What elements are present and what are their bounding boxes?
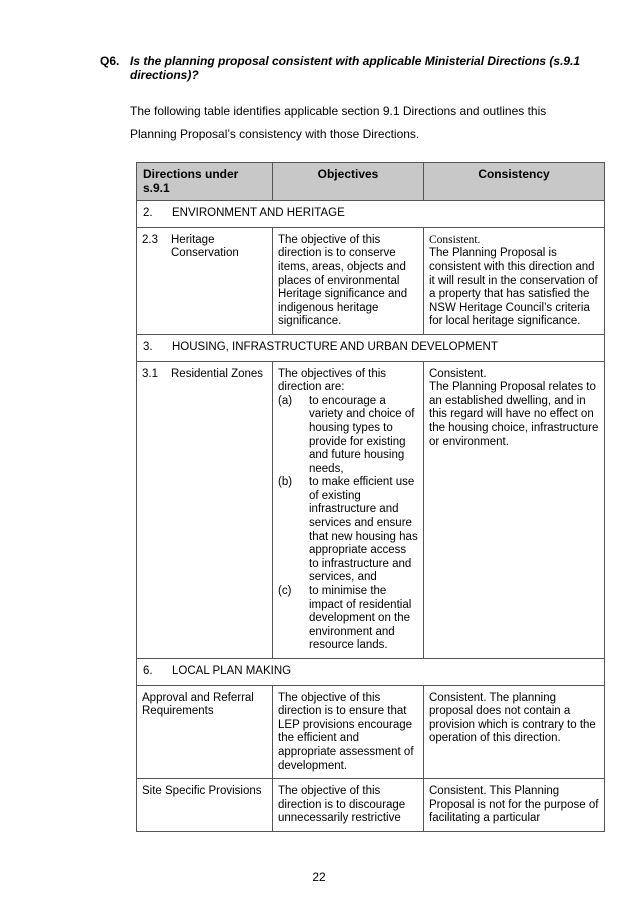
section-row-local-plan	[137, 659, 605, 686]
table-header-row	[137, 163, 605, 201]
consistency-text: The Planning Proposal is consistent with this direction and it will result in the conservation of a property that has satisfied the NSW Heritage Council’s criteria for local heritage significance.	[429, 247, 598, 328]
list-marker: (c)	[278, 585, 292, 598]
list-text: to encourage a variety and choice of housing types to provide for existing and future housing needs,	[309, 394, 415, 475]
section-title: LOCAL PLAN MAKING	[172, 665, 292, 677]
list-item	[278, 476, 418, 585]
intro-line-2: Planning Proposal’s consistency with those Directions.	[130, 127, 420, 141]
consistency-heading: Consistent.	[429, 367, 487, 380]
section-row-environment	[137, 201, 605, 228]
section-row-housing	[137, 334, 605, 361]
table-row-approval	[137, 685, 605, 779]
section-title: HOUSING, INFRASTRUCTURE AND URBAN DEVELOPMENT	[172, 340, 498, 353]
section-number: 2.	[143, 207, 153, 220]
header-directions: Directions under s.9.1	[137, 163, 273, 201]
direction-code: 2.3	[142, 233, 158, 246]
direction-label: Heritage Conservation	[171, 233, 239, 260]
intro-paragraph	[130, 100, 570, 146]
table-row-residential	[137, 361, 605, 658]
page-number: 22	[312, 870, 326, 884]
direction-code: 3.1	[142, 367, 158, 380]
header-objectives: Objectives	[273, 163, 424, 201]
list-marker: (a)	[278, 394, 293, 407]
list-text: to minimise the impact of residential development on the environment and resource lands.	[309, 585, 412, 652]
direction-cell	[137, 227, 273, 334]
intro-line-1: The following table identifies applicable section 9.1 Directions and outlines this	[130, 104, 547, 118]
list-marker: (b)	[278, 476, 293, 489]
objective-cell: The objective of this direction is to conserve items, areas, objects and places of environmental Heritage significance and indigenous heritage significance.	[273, 227, 424, 334]
consistency-text: The Planning Proposal relates to an established dwelling, and in this regard will have no effect on the housing choice, infrastructure or environment.	[429, 381, 599, 448]
direction-label: Approval and Referral Requirements	[137, 685, 273, 779]
question-number: Q6.	[100, 54, 120, 68]
consistency-cell: Consistent. The planning proposal does not contain a provision which is contrary to the operation of this direction.	[424, 685, 605, 779]
list-text: to make efficient use of existing infrastructure and services and ensure that new housing has appropriate access to infrastructure and services, and	[309, 476, 418, 584]
objective-cell: The objective of this direction is to discourage unnecessarily restrictive	[273, 779, 424, 832]
table-row-site-specific	[137, 779, 605, 832]
section-number: 3.	[143, 340, 153, 353]
consistency-cell	[424, 361, 605, 658]
objective-cell	[273, 361, 424, 658]
list-item	[278, 585, 418, 653]
consistency-cell	[424, 227, 605, 334]
objective-cell: The objective of this direction is to ensure that LEP provisions encourage the efficient and appropriate assessment of development.	[273, 685, 424, 779]
section-title: ENVIRONMENT AND HERITAGE	[172, 207, 345, 220]
table-row-heritage	[137, 227, 605, 334]
section-number: 6.	[143, 665, 153, 677]
direction-cell	[137, 361, 273, 658]
consistency-heading: Consistent.	[429, 233, 481, 246]
header-consistency: Consistency	[424, 163, 605, 201]
direction-label: Site Specific Provisions	[137, 779, 273, 832]
list-item	[278, 395, 418, 477]
direction-label: Residential Zones	[171, 367, 264, 380]
question-text: Is the planning proposal consistent with applicable Ministerial Directions (s.9.1 directions)?	[130, 54, 581, 82]
objective-intro: The objectives of this direction are:	[278, 367, 387, 394]
consistency-cell: Consistent. This Planning Proposal is not for the purpose of facilitating a particular	[424, 779, 605, 832]
directions-table	[136, 162, 605, 832]
